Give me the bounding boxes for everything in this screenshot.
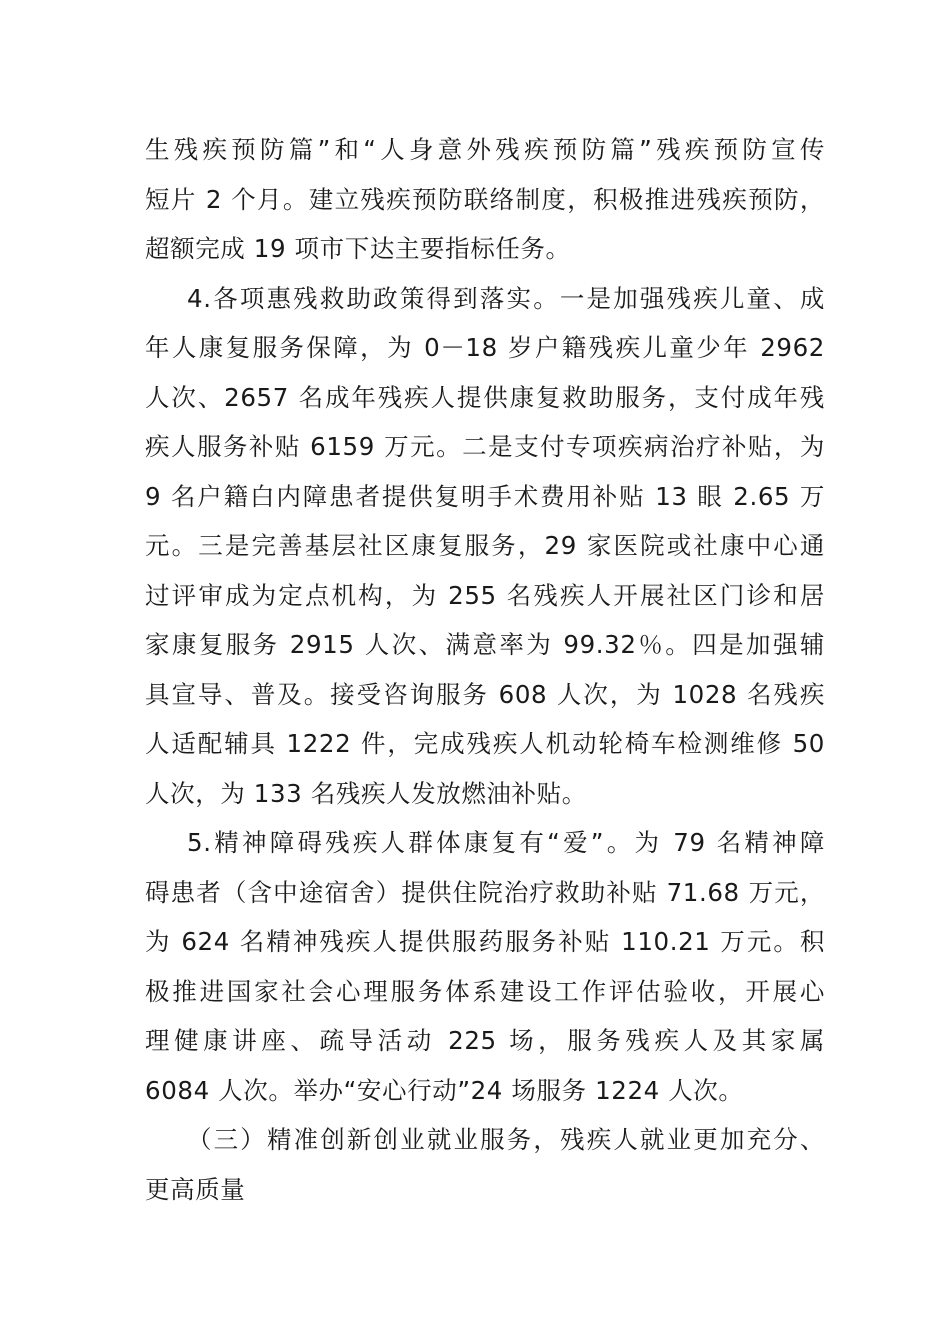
- text-line: 5.精神障碍残疾人群体康复有“爱”。为 79 名精神障: [187, 828, 825, 857]
- text-line: 具宣导、普及。接受咨询服务 608 人次，为 1028 名残疾: [145, 679, 825, 709]
- document-body: [145, 125, 825, 1214]
- paragraph-item-4: [145, 274, 825, 819]
- text-line: 人适配辅具 1222 件，完成残疾人机动轮椅车检测维修 50: [145, 729, 825, 758]
- text-line: 6084 人次。举办“安心行动”24 场服务 1224 人次。: [145, 1075, 744, 1105]
- text-line: 人次、2657 名成年残疾人提供康复救助服务，支付成年残: [145, 382, 825, 412]
- text-line: 人次，为 133 名残疾人发放燃油补贴。: [145, 778, 587, 808]
- text-line: 短片 2 个月。建立残疾预防联络制度，积极推进残疾预防，: [145, 184, 825, 214]
- text-line: 元。三是完善基层社区康复服务，29 家医院或社康中心通: [145, 531, 825, 560]
- text-line: 极推进国家社会心理服务体系建设工作评估验收，开展心: [145, 976, 825, 1006]
- section-heading-3: [145, 1115, 825, 1214]
- text-line: 过评审成为定点机构，为 255 名残疾人开展社区门诊和居: [145, 580, 825, 610]
- text-line: 家康复服务 2915 人次、满意率为 99.32％。四是加强辅: [145, 630, 825, 659]
- text-line: 4.各项惠残救助政策得到落实。一是加强残疾儿童、成: [187, 283, 825, 313]
- paragraph-continued: [145, 125, 825, 274]
- text-line: 9 名户籍白内障患者提供复明手术费用补贴 13 眼 2.65 万: [145, 481, 825, 511]
- text-line: 超额完成 19 项市下达主要指标任务。: [145, 234, 571, 263]
- text-line: 为 624 名精神残疾人提供服药服务补贴 110.21 万元。积: [145, 927, 825, 956]
- text-line: 理健康讲座、疏导活动 225 场，服务残疾人及其家属: [145, 1026, 825, 1055]
- text-line: （三）精准创新创业就业服务，残疾人就业更加充分、: [187, 1125, 825, 1154]
- text-line: 年人康复服务保障，为 0－18 岁户籍残疾儿童少年 2962: [145, 333, 825, 362]
- paragraph-item-5: [145, 818, 825, 1115]
- text-line: 碍患者（含中途宿舍）提供住院治疗救助补贴 71.68 万元，: [145, 877, 825, 907]
- text-line: 更高质量: [145, 1174, 246, 1204]
- text-line: 生残疾预防篇”和“人身意外残疾预防篇”残疾预防宣传: [145, 135, 825, 164]
- text-line: 疾人服务补贴 6159 万元。二是支付专项疾病治疗补贴，为: [145, 432, 825, 461]
